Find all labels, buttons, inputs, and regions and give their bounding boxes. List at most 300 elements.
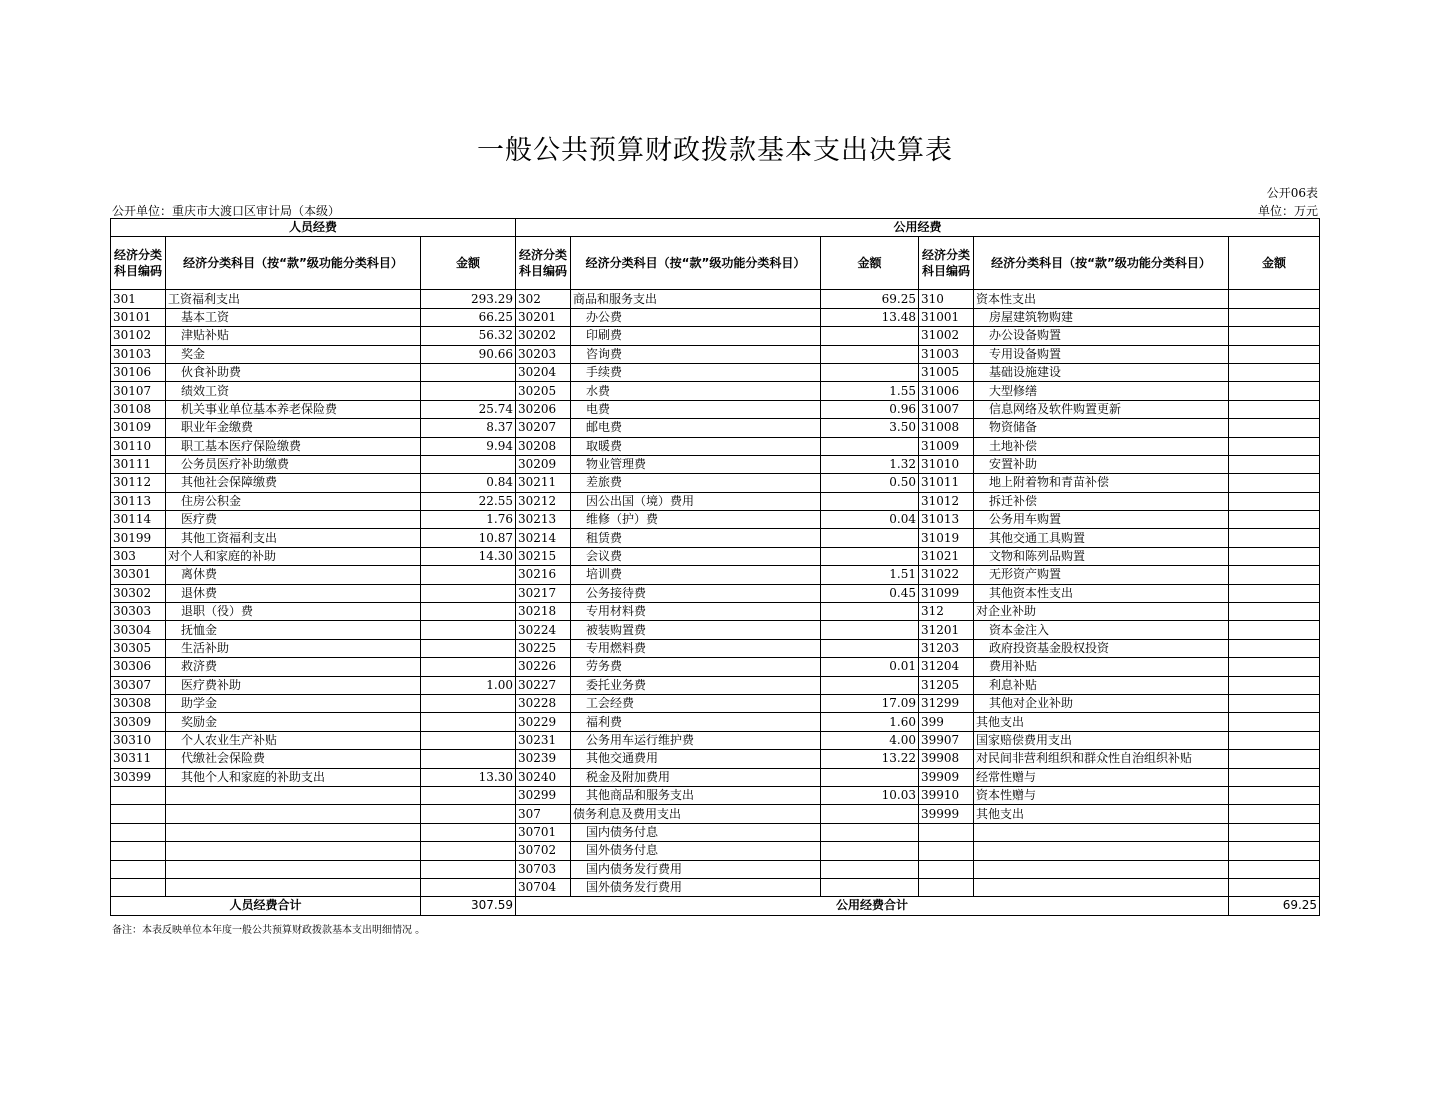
row-amount-cell: 3.50 bbox=[821, 419, 919, 437]
row-amount-cell bbox=[821, 327, 919, 345]
row-amount-cell bbox=[421, 860, 516, 878]
row-amount-cell bbox=[1229, 584, 1320, 602]
row-code-cell: 31003 bbox=[919, 345, 974, 363]
row-amount-cell bbox=[421, 694, 516, 712]
row-amount-cell: 25.74 bbox=[421, 400, 516, 418]
table-row bbox=[111, 584, 1320, 602]
row-name-cell: 专用设备购置 bbox=[974, 345, 1229, 363]
row-amount-cell: 90.66 bbox=[421, 345, 516, 363]
row-name-cell: 咨询费 bbox=[571, 345, 821, 363]
table-row bbox=[111, 474, 1320, 492]
row-amount-cell bbox=[421, 566, 516, 584]
code-column-header: 经济分类科目编码 bbox=[111, 237, 166, 290]
row-name-cell: 公务用车运行维护费 bbox=[571, 731, 821, 749]
row-code-cell: 31011 bbox=[919, 474, 974, 492]
row-name-cell: 大型修缮 bbox=[974, 382, 1229, 400]
row-amount-cell bbox=[1229, 878, 1320, 896]
row-amount-cell bbox=[1229, 382, 1320, 400]
row-name-cell: 职业年金缴费 bbox=[166, 419, 421, 437]
row-name-cell: 专用材料费 bbox=[571, 603, 821, 621]
row-name-cell: 费用补贴 bbox=[974, 658, 1229, 676]
row-name-cell: 对个人和家庭的补助 bbox=[166, 547, 421, 565]
row-amount-cell bbox=[1229, 308, 1320, 326]
row-amount-cell: 13.22 bbox=[821, 750, 919, 768]
row-name-cell: 退休费 bbox=[166, 584, 421, 602]
row-name-cell: 福利费 bbox=[571, 713, 821, 731]
row-name-cell: 文物和陈列品购置 bbox=[974, 547, 1229, 565]
row-name-cell: 印刷费 bbox=[571, 327, 821, 345]
row-amount-cell bbox=[821, 639, 919, 657]
row-name-cell: 债务利息及费用支出 bbox=[571, 805, 821, 823]
row-code-cell: 31006 bbox=[919, 382, 974, 400]
public-total-amount: 69.25 bbox=[1229, 897, 1320, 915]
row-name-cell: 信息网络及软件购置更新 bbox=[974, 400, 1229, 418]
row-amount-cell bbox=[1229, 400, 1320, 418]
row-amount-cell bbox=[1229, 786, 1320, 804]
row-amount-cell bbox=[1229, 511, 1320, 529]
row-name-cell: 机关事业单位基本养老保险费 bbox=[166, 400, 421, 418]
row-amount-cell bbox=[1229, 566, 1320, 584]
row-name-cell: 职工基本医疗保险缴费 bbox=[166, 437, 421, 455]
row-code-cell: 30204 bbox=[516, 363, 571, 381]
row-name-cell: 邮电费 bbox=[571, 419, 821, 437]
row-code-cell bbox=[111, 823, 166, 841]
row-code-cell: 30702 bbox=[516, 842, 571, 860]
row-amount-cell bbox=[821, 860, 919, 878]
row-name-cell: 取暖费 bbox=[571, 437, 821, 455]
row-amount-cell bbox=[1229, 437, 1320, 455]
row-name-cell: 绩效工资 bbox=[166, 382, 421, 400]
row-name-cell: 公务用车购置 bbox=[974, 511, 1229, 529]
row-code-cell: 30103 bbox=[111, 345, 166, 363]
row-amount-cell: 0.96 bbox=[821, 400, 919, 418]
row-amount-cell: 293.29 bbox=[421, 290, 516, 308]
row-name-cell: 水费 bbox=[571, 382, 821, 400]
table-row bbox=[111, 566, 1320, 584]
row-amount-cell: 0.01 bbox=[821, 658, 919, 676]
row-name-cell: 奖金 bbox=[166, 345, 421, 363]
row-code-cell: 30199 bbox=[111, 529, 166, 547]
row-code-cell: 30306 bbox=[111, 658, 166, 676]
row-amount-cell: 1.76 bbox=[421, 511, 516, 529]
row-amount-cell bbox=[821, 676, 919, 694]
footnote: 备注：本表反映单位本年度一般公共预算财政拨款基本支出明细情况 。 bbox=[112, 925, 426, 936]
row-name-cell: 抚恤金 bbox=[166, 621, 421, 639]
row-name-cell: 国家赔偿费用支出 bbox=[974, 731, 1229, 749]
row-amount-cell: 1.51 bbox=[821, 566, 919, 584]
table-row bbox=[111, 639, 1320, 657]
table-row bbox=[111, 529, 1320, 547]
row-code-cell: 31007 bbox=[919, 400, 974, 418]
row-amount-cell: 10.87 bbox=[421, 529, 516, 547]
row-code-cell: 30212 bbox=[516, 492, 571, 510]
table-body bbox=[111, 290, 1320, 897]
table-row bbox=[111, 327, 1320, 345]
row-amount-cell: 56.32 bbox=[421, 327, 516, 345]
table-row bbox=[111, 345, 1320, 363]
name-column-header: 经济分类科目（按“款”级功能分类科目） bbox=[166, 237, 421, 290]
row-amount-cell bbox=[421, 842, 516, 860]
row-amount-cell bbox=[1229, 547, 1320, 565]
row-amount-cell bbox=[1229, 713, 1320, 731]
row-code-cell: 30224 bbox=[516, 621, 571, 639]
row-name-cell: 因公出国（境）费用 bbox=[571, 492, 821, 510]
table-row bbox=[111, 290, 1320, 308]
table-row bbox=[111, 750, 1320, 768]
row-amount-cell: 14.30 bbox=[421, 547, 516, 565]
row-code-cell bbox=[919, 860, 974, 878]
row-name-cell: 差旅费 bbox=[571, 474, 821, 492]
row-code-cell: 39910 bbox=[919, 786, 974, 804]
row-code-cell: 30305 bbox=[111, 639, 166, 657]
row-code-cell: 30310 bbox=[111, 731, 166, 749]
row-amount-cell bbox=[421, 603, 516, 621]
row-code-cell bbox=[919, 878, 974, 896]
row-code-cell bbox=[919, 842, 974, 860]
row-name-cell: 其他交通工具购置 bbox=[974, 529, 1229, 547]
table-row bbox=[111, 382, 1320, 400]
row-amount-cell bbox=[821, 842, 919, 860]
row-code-cell: 30309 bbox=[111, 713, 166, 731]
row-name-cell: 其他对企业补助 bbox=[974, 694, 1229, 712]
row-name-cell: 津贴补贴 bbox=[166, 327, 421, 345]
row-name-cell: 国内债务付息 bbox=[571, 823, 821, 841]
code-column-header: 经济分类科目编码 bbox=[516, 237, 571, 290]
row-amount-cell bbox=[421, 786, 516, 804]
row-name-cell bbox=[974, 860, 1229, 878]
row-code-cell: 30703 bbox=[516, 860, 571, 878]
row-code-cell: 30202 bbox=[516, 327, 571, 345]
row-code-cell: 303 bbox=[111, 547, 166, 565]
form-number: 公开06表 bbox=[1266, 186, 1318, 200]
row-amount-cell bbox=[821, 437, 919, 455]
row-code-cell: 31201 bbox=[919, 621, 974, 639]
row-name-cell: 地上附着物和青苗补偿 bbox=[974, 474, 1229, 492]
row-code-cell: 30302 bbox=[111, 584, 166, 602]
row-name-cell bbox=[974, 823, 1229, 841]
table-row bbox=[111, 878, 1320, 896]
row-code-cell: 31299 bbox=[919, 694, 974, 712]
table-row bbox=[111, 419, 1320, 437]
row-code-cell: 30206 bbox=[516, 400, 571, 418]
row-code-cell: 30231 bbox=[516, 731, 571, 749]
table-row bbox=[111, 603, 1320, 621]
row-name-cell: 其他个人和家庭的补助支出 bbox=[166, 768, 421, 786]
row-amount-cell bbox=[1229, 658, 1320, 676]
row-amount-cell bbox=[1229, 768, 1320, 786]
public-total-label: 公用经费合计 bbox=[516, 897, 1229, 915]
row-code-cell: 310 bbox=[919, 290, 974, 308]
row-amount-cell bbox=[1229, 290, 1320, 308]
row-code-cell: 30311 bbox=[111, 750, 166, 768]
amount-column-header: 金额 bbox=[1229, 237, 1320, 290]
amount-column-header: 金额 bbox=[821, 237, 919, 290]
row-name-cell: 医疗费 bbox=[166, 511, 421, 529]
personnel-total-label: 人员经费合计 bbox=[111, 897, 421, 915]
row-name-cell: 生活补助 bbox=[166, 639, 421, 657]
row-code-cell: 30218 bbox=[516, 603, 571, 621]
table-row bbox=[111, 511, 1320, 529]
row-code-cell: 30110 bbox=[111, 437, 166, 455]
row-amount-cell bbox=[1229, 455, 1320, 473]
row-amount-cell bbox=[421, 805, 516, 823]
row-amount-cell: 22.55 bbox=[421, 492, 516, 510]
row-name-cell: 医疗费补助 bbox=[166, 676, 421, 694]
row-amount-cell: 9.94 bbox=[421, 437, 516, 455]
row-name-cell: 住房公积金 bbox=[166, 492, 421, 510]
row-name-cell: 无形资产购置 bbox=[974, 566, 1229, 584]
row-name-cell bbox=[974, 842, 1229, 860]
row-code-cell bbox=[111, 860, 166, 878]
row-amount-cell: 13.48 bbox=[821, 308, 919, 326]
row-code-cell: 31204 bbox=[919, 658, 974, 676]
public-section-header: 公用经费 bbox=[516, 219, 1320, 237]
row-name-cell: 工会经费 bbox=[571, 694, 821, 712]
row-name-cell: 经常性赠与 bbox=[974, 768, 1229, 786]
row-amount-cell: 0.84 bbox=[421, 474, 516, 492]
row-code-cell: 30113 bbox=[111, 492, 166, 510]
row-code-cell: 30704 bbox=[516, 878, 571, 896]
row-amount-cell bbox=[821, 621, 919, 639]
row-code-cell: 30102 bbox=[111, 327, 166, 345]
row-name-cell: 对企业补助 bbox=[974, 603, 1229, 621]
amount-column-header: 金额 bbox=[421, 237, 516, 290]
row-name-cell: 救济费 bbox=[166, 658, 421, 676]
row-name-cell: 其他工资福利支出 bbox=[166, 529, 421, 547]
row-name-cell: 其他支出 bbox=[974, 805, 1229, 823]
row-amount-cell bbox=[821, 805, 919, 823]
row-amount-cell bbox=[1229, 639, 1320, 657]
reporting-unit: 公开单位：重庆市大渡口区审计局（本级） bbox=[112, 204, 341, 218]
expenditure-table bbox=[110, 218, 1320, 916]
row-name-cell: 房屋建筑物购建 bbox=[974, 308, 1229, 326]
row-code-cell bbox=[919, 823, 974, 841]
table-row bbox=[111, 731, 1320, 749]
row-name-cell: 物资储备 bbox=[974, 419, 1229, 437]
row-code-cell: 31203 bbox=[919, 639, 974, 657]
row-name-cell: 拆迁补偿 bbox=[974, 492, 1229, 510]
row-code-cell: 31001 bbox=[919, 308, 974, 326]
row-name-cell: 基本工资 bbox=[166, 308, 421, 326]
row-amount-cell bbox=[421, 455, 516, 473]
row-name-cell: 其他资本性支出 bbox=[974, 584, 1229, 602]
row-name-cell: 离休费 bbox=[166, 566, 421, 584]
row-amount-cell bbox=[421, 584, 516, 602]
row-amount-cell bbox=[821, 363, 919, 381]
row-name-cell: 物业管理费 bbox=[571, 455, 821, 473]
row-code-cell: 31013 bbox=[919, 511, 974, 529]
row-amount-cell bbox=[1229, 529, 1320, 547]
row-name-cell: 其他交通费用 bbox=[571, 750, 821, 768]
row-amount-cell bbox=[1229, 842, 1320, 860]
row-amount-cell bbox=[1229, 345, 1320, 363]
row-name-cell: 退职（役）费 bbox=[166, 603, 421, 621]
page-title: 一般公共预算财政拨款基本支出决算表 bbox=[477, 135, 953, 166]
row-name-cell: 公务接待费 bbox=[571, 584, 821, 602]
row-amount-cell: 4.00 bbox=[821, 731, 919, 749]
row-name-cell: 助学金 bbox=[166, 694, 421, 712]
row-name-cell: 劳务费 bbox=[571, 658, 821, 676]
row-name-cell: 资本性赠与 bbox=[974, 786, 1229, 804]
row-code-cell: 312 bbox=[919, 603, 974, 621]
row-code-cell: 39909 bbox=[919, 768, 974, 786]
row-code-cell: 30203 bbox=[516, 345, 571, 363]
row-code-cell: 30108 bbox=[111, 400, 166, 418]
row-code-cell: 30307 bbox=[111, 676, 166, 694]
row-code-cell: 31205 bbox=[919, 676, 974, 694]
row-code-cell: 30213 bbox=[516, 511, 571, 529]
row-amount-cell bbox=[821, 603, 919, 621]
row-code-cell: 30225 bbox=[516, 639, 571, 657]
row-code-cell bbox=[111, 878, 166, 896]
row-code-cell: 39908 bbox=[919, 750, 974, 768]
row-amount-cell bbox=[821, 345, 919, 363]
row-amount-cell: 10.03 bbox=[821, 786, 919, 804]
row-code-cell: 31009 bbox=[919, 437, 974, 455]
row-code-cell: 31010 bbox=[919, 455, 974, 473]
row-amount-cell bbox=[1229, 750, 1320, 768]
row-amount-cell bbox=[1229, 823, 1320, 841]
name-column-header: 经济分类科目（按“款”级功能分类科目） bbox=[974, 237, 1229, 290]
row-amount-cell bbox=[821, 529, 919, 547]
row-code-cell: 30226 bbox=[516, 658, 571, 676]
row-name-cell bbox=[166, 860, 421, 878]
table-row bbox=[111, 786, 1320, 804]
row-amount-cell: 8.37 bbox=[421, 419, 516, 437]
row-amount-cell bbox=[1229, 860, 1320, 878]
row-code-cell: 31099 bbox=[919, 584, 974, 602]
row-code-cell: 30229 bbox=[516, 713, 571, 731]
row-code-cell: 30109 bbox=[111, 419, 166, 437]
row-name-cell: 办公设备购置 bbox=[974, 327, 1229, 345]
row-name-cell: 政府投资基金股权投资 bbox=[974, 639, 1229, 657]
row-name-cell bbox=[166, 878, 421, 896]
row-name-cell: 商品和服务支出 bbox=[571, 290, 821, 308]
row-name-cell: 国内债务发行费用 bbox=[571, 860, 821, 878]
row-code-cell: 30106 bbox=[111, 363, 166, 381]
row-amount-cell: 69.25 bbox=[821, 290, 919, 308]
row-name-cell: 国外债务付息 bbox=[571, 842, 821, 860]
row-code-cell: 31008 bbox=[919, 419, 974, 437]
row-code-cell: 302 bbox=[516, 290, 571, 308]
row-code-cell: 30399 bbox=[111, 768, 166, 786]
name-column-header: 经济分类科目（按“款”级功能分类科目） bbox=[571, 237, 821, 290]
row-name-cell: 委托业务费 bbox=[571, 676, 821, 694]
row-amount-cell: 66.25 bbox=[421, 308, 516, 326]
table-row bbox=[111, 400, 1320, 418]
row-name-cell: 安置补助 bbox=[974, 455, 1229, 473]
row-code-cell: 30304 bbox=[111, 621, 166, 639]
row-code-cell: 30211 bbox=[516, 474, 571, 492]
row-amount-cell bbox=[821, 492, 919, 510]
row-code-cell: 31002 bbox=[919, 327, 974, 345]
row-code-cell: 30205 bbox=[516, 382, 571, 400]
table-row bbox=[111, 658, 1320, 676]
row-amount-cell bbox=[1229, 419, 1320, 437]
row-code-cell: 31012 bbox=[919, 492, 974, 510]
row-amount-cell bbox=[421, 731, 516, 749]
row-code-cell: 30101 bbox=[111, 308, 166, 326]
row-name-cell: 工资福利支出 bbox=[166, 290, 421, 308]
row-amount-cell: 0.04 bbox=[821, 511, 919, 529]
table-row bbox=[111, 363, 1320, 381]
row-name-cell: 个人农业生产补贴 bbox=[166, 731, 421, 749]
row-amount-cell: 1.00 bbox=[421, 676, 516, 694]
row-amount-cell bbox=[1229, 731, 1320, 749]
row-amount-cell: 0.45 bbox=[821, 584, 919, 602]
row-code-cell bbox=[111, 805, 166, 823]
personnel-section-header: 人员经费 bbox=[111, 219, 516, 237]
row-code-cell: 30308 bbox=[111, 694, 166, 712]
table-row bbox=[111, 768, 1320, 786]
row-amount-cell bbox=[1229, 676, 1320, 694]
row-amount-cell bbox=[1229, 327, 1320, 345]
row-amount-cell bbox=[1229, 474, 1320, 492]
row-name-cell: 维修（护）费 bbox=[571, 511, 821, 529]
row-name-cell: 手续费 bbox=[571, 363, 821, 381]
row-code-cell: 30217 bbox=[516, 584, 571, 602]
row-amount-cell bbox=[1229, 603, 1320, 621]
row-name-cell bbox=[974, 878, 1229, 896]
row-code-cell bbox=[111, 786, 166, 804]
row-code-cell: 31021 bbox=[919, 547, 974, 565]
row-code-cell: 30215 bbox=[516, 547, 571, 565]
row-amount-cell: 1.55 bbox=[821, 382, 919, 400]
row-amount-cell bbox=[421, 382, 516, 400]
row-name-cell: 其他支出 bbox=[974, 713, 1229, 731]
row-amount-cell: 1.60 bbox=[821, 713, 919, 731]
row-name-cell: 基础设施建设 bbox=[974, 363, 1229, 381]
row-code-cell: 30111 bbox=[111, 455, 166, 473]
row-name-cell: 被装购置费 bbox=[571, 621, 821, 639]
row-name-cell: 利息补贴 bbox=[974, 676, 1229, 694]
table-row bbox=[111, 713, 1320, 731]
row-amount-cell bbox=[421, 878, 516, 896]
row-amount-cell bbox=[421, 658, 516, 676]
row-code-cell: 30239 bbox=[516, 750, 571, 768]
row-name-cell: 租赁费 bbox=[571, 529, 821, 547]
row-code-cell: 30114 bbox=[111, 511, 166, 529]
row-name-cell: 资本金注入 bbox=[974, 621, 1229, 639]
row-code-cell: 31022 bbox=[919, 566, 974, 584]
row-code-cell: 31005 bbox=[919, 363, 974, 381]
row-amount-cell bbox=[821, 768, 919, 786]
row-name-cell: 会议费 bbox=[571, 547, 821, 565]
row-amount-cell bbox=[821, 878, 919, 896]
table-row bbox=[111, 621, 1320, 639]
row-name-cell: 其他商品和服务支出 bbox=[571, 786, 821, 804]
row-name-cell: 国外债务发行费用 bbox=[571, 878, 821, 896]
row-amount-cell bbox=[421, 639, 516, 657]
table-row bbox=[111, 823, 1320, 841]
row-amount-cell bbox=[421, 621, 516, 639]
row-code-cell: 30112 bbox=[111, 474, 166, 492]
code-column-header: 经济分类科目编码 bbox=[919, 237, 974, 290]
row-code-cell: 30216 bbox=[516, 566, 571, 584]
table-row bbox=[111, 805, 1320, 823]
row-name-cell bbox=[166, 823, 421, 841]
row-amount-cell bbox=[1229, 363, 1320, 381]
row-name-cell: 对民间非营利组织和群众性自治组织补贴 bbox=[974, 750, 1229, 768]
row-code-cell: 30207 bbox=[516, 419, 571, 437]
row-name-cell bbox=[166, 805, 421, 823]
row-name-cell bbox=[166, 786, 421, 804]
row-name-cell: 伙食补助费 bbox=[166, 363, 421, 381]
row-code-cell: 30209 bbox=[516, 455, 571, 473]
row-code-cell: 307 bbox=[516, 805, 571, 823]
table-row bbox=[111, 694, 1320, 712]
row-code-cell: 30227 bbox=[516, 676, 571, 694]
